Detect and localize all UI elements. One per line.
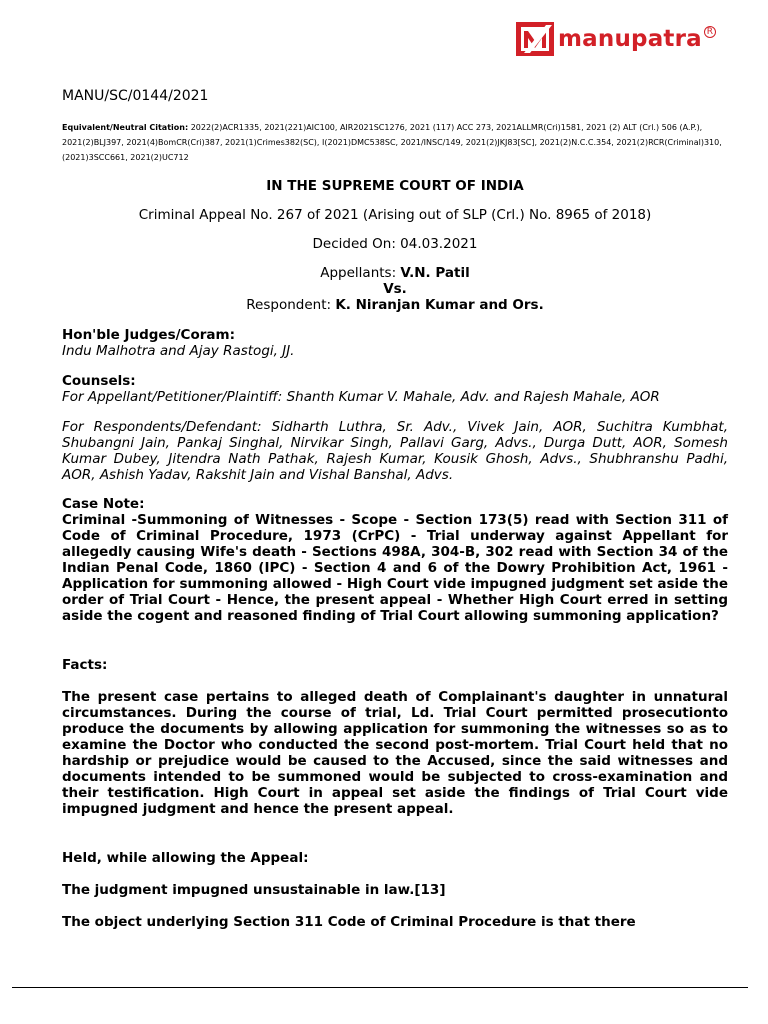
- manupatra-logo: [516, 22, 716, 56]
- case-note-text: Criminal -Summoning of Witnesses - Scope - Section 173(5) read with Section 311 of Code of Criminal Procedure, 1973 (CrPC) - Trial underway against Appellant for allegedly causing Wife's death - Sections 498A, 304-B, 302 read with Section 34 of the Indian Penal Code, 1860 (IPC) - Section 4 and 6 of the Dowry Prohibition Act, 1961 - Application for summoning allowed - High Court vide impugned judgment set aside the order of Trial Court - Hence, the present appeal - Whether High Court erred in setting aside the cogent and reasoned finding of Trial Court allowing summoning application?: [62, 512, 728, 624]
- counsel-appellant: For Appellant/Petitioner/Plaintiff: Shanth Kumar V. Mahale, Adv. and Rajesh Mahale, AOR: [62, 389, 660, 405]
- manu-citation-id: MANU/SC/0144/2021: [62, 88, 209, 104]
- court-name: IN THE SUPREME COURT OF INDIA: [266, 178, 524, 194]
- logo-wordmark: manupatra: [558, 25, 702, 52]
- decided-on: Decided On: 04.03.2021: [312, 236, 478, 252]
- counsel-respondent: For Respondents/Defendant: Sidharth Luthra, Sr. Adv., Vivek Jain, AOR, Suchitra Kumbhat, Shubangni Jain, Pankaj Singhal, Nirvikar Singh, Pallavi Garg, Advs., Durga Dutt, AOR, Somesh Kumar Dubey, Jitendra Nath Pathak, Rajesh Kumar, Kousik Ghosh, Advs., Shubhranshu Padhi, AOR, Ashish Yadav, Rakshit Jain and Vishal Banshal, Advs.: [62, 419, 728, 483]
- facts-heading: Facts:: [62, 657, 108, 673]
- respondent-line: [62, 297, 728, 313]
- appellants-label: Appellants:: [320, 265, 401, 281]
- judges-heading: Hon'ble Judges/Coram:: [62, 327, 235, 343]
- case-note-heading: Case Note:: [62, 496, 145, 512]
- appellants-name: V.N. Patil: [400, 265, 470, 281]
- judges-section: [62, 327, 728, 359]
- equivalent-citation: [62, 120, 728, 165]
- case-note-section: [62, 496, 728, 624]
- respondent-name: K. Niranjan Kumar and Ors.: [335, 297, 544, 313]
- appellants-line: [62, 265, 728, 281]
- respondent-label: Respondent:: [246, 297, 336, 313]
- appeal-number: Criminal Appeal No. 267 of 2021 (Arising out of SLP (Crl.) No. 8965 of 2018): [138, 207, 652, 223]
- counsels-section: [62, 373, 728, 405]
- registered-mark: R: [704, 26, 716, 38]
- judges-names: Indu Malhotra and Ajay Rastogi, JJ.: [62, 343, 295, 359]
- versus: Vs.: [383, 281, 407, 297]
- citation-text: 2022(2)ACR1335, 2021(221)AIC100, AIR2021SC1276, 2021 (117) ACC 273, 2021ALLMR(Cri)1581, 2021 (2) ALT (Crl.) 506 (A.P.), 2021(2)BLJ397, 2021(4)BomCR(Cri)387, 2021(1)Crimes382(SC), I(2021)DMC538SC, 2021/INSC/149, 2021(2)JKJ83[SC], 2021(2)N.C.C.354, 2021(2)RCR(Criminal)310, (2021)3SCC661, 2021(2)UC712: [62, 123, 722, 162]
- held-paragraph-1: The judgment impugned unsustainable in law.[13]: [62, 882, 446, 898]
- citation-label: Equivalent/Neutral Citation:: [62, 123, 189, 132]
- counsels-heading: Counsels:: [62, 373, 136, 389]
- held-heading: Held, while allowing the Appeal:: [62, 850, 309, 866]
- footer-divider: [12, 987, 748, 988]
- parties: [62, 265, 728, 313]
- facts-text: The present case pertains to alleged death of Complainant's daughter in unnatural circumstances. During the course of trial, Ld. Trial Court permitted prosecutionto produce the documents by allowing application for summoning the witnesses so as to examine the Doctor who conducted the second post-mortem. Trial Court held that no hardship or prejudice would be caused to the Accused, since the said witnesses and documents intended to be summoned would be subjected to cross-examination and their testification. High Court in appeal set aside the findings of Trial Court vide impugned judgment and hence the present appeal.: [62, 689, 728, 817]
- held-paragraph-2: The object underlying Section 311 Code of Criminal Procedure is that there: [62, 914, 636, 930]
- manupatra-mark-icon: [516, 22, 554, 56]
